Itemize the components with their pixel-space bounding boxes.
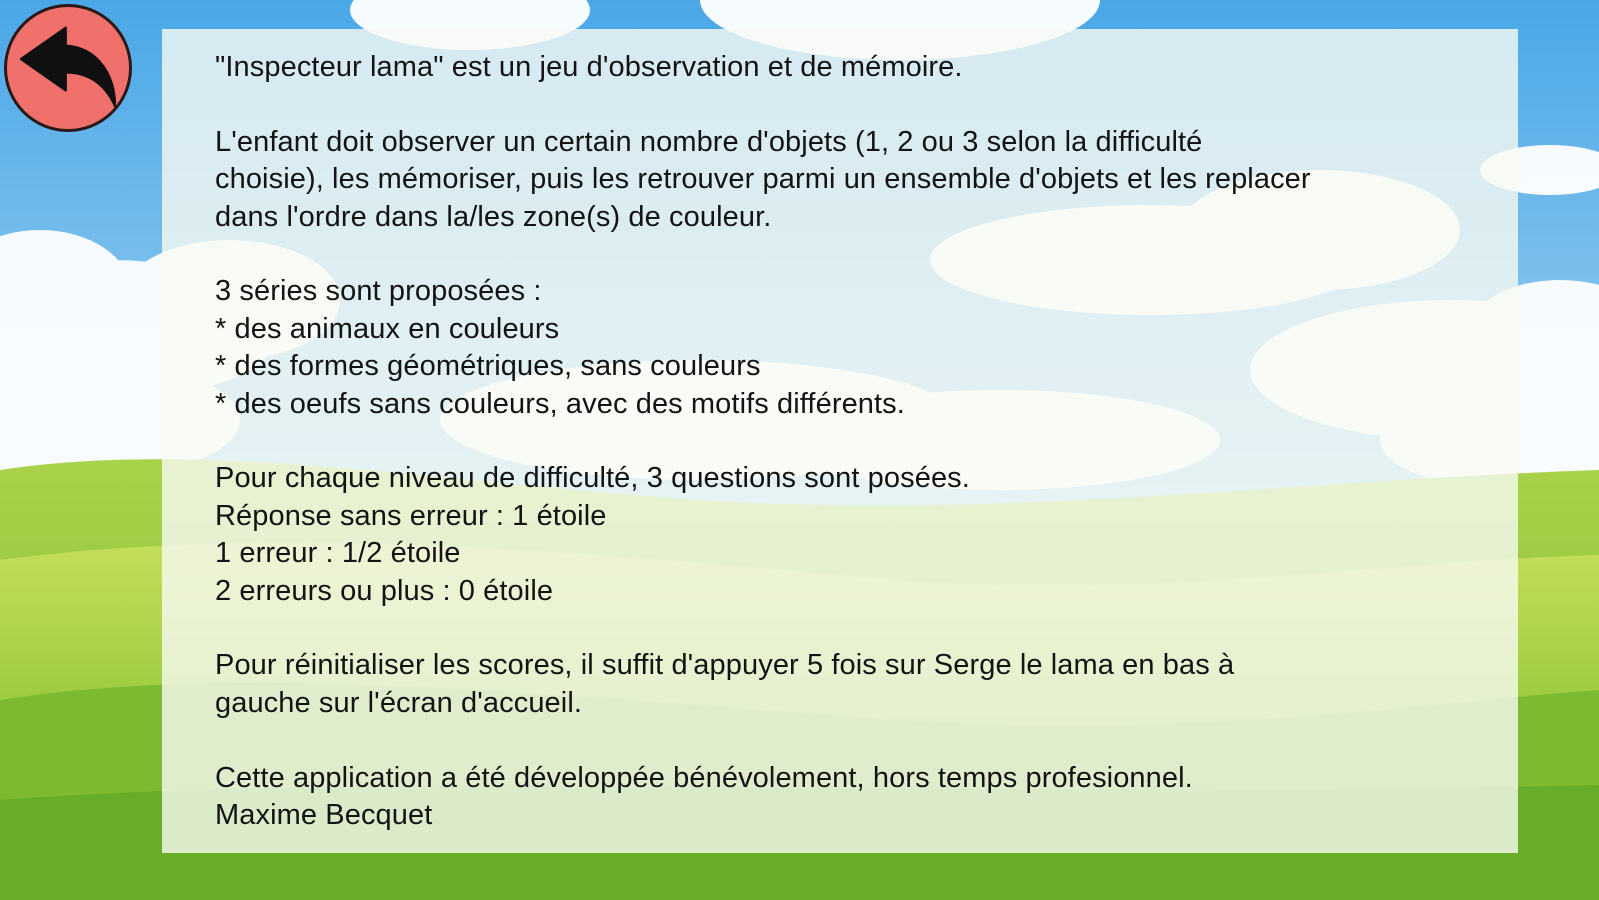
text-line: Pour réinitialiser les scores, il suffit d'appuyer 5 fois sur Serge le lama en bas à bbox=[215, 649, 1235, 682]
paragraph-reset bbox=[215, 647, 1505, 722]
paragraph-gameplay bbox=[215, 124, 1505, 236]
back-arrow-icon bbox=[12, 12, 124, 124]
text-line: choisie), les mémoriser, puis les retrouver parmi un ensemble d'objets et les replacer bbox=[215, 163, 1311, 196]
text-line: Réponse sans erreur : 1 étoile bbox=[215, 499, 607, 532]
info-panel bbox=[162, 29, 1518, 853]
text-line: 3 séries sont proposées : bbox=[215, 275, 542, 308]
paragraph-credits bbox=[215, 760, 1505, 835]
paragraph-intro bbox=[215, 49, 1505, 86]
text-line: * des oeufs sans couleurs, avec des motifs différents. bbox=[215, 387, 905, 420]
text-line: dans l'ordre dans la/les zone(s) de couleur. bbox=[215, 200, 772, 233]
paragraph-series bbox=[215, 273, 1505, 423]
text-line: * des animaux en couleurs bbox=[215, 312, 560, 345]
text-line: * des formes géométriques, sans couleurs bbox=[215, 350, 761, 383]
author-name: Maxime Becquet bbox=[215, 799, 433, 832]
paragraph-scoring bbox=[215, 460, 1505, 610]
info-text bbox=[215, 49, 1505, 834]
text-line: 1 erreur : 1/2 étoile bbox=[215, 537, 461, 570]
text-line: Cette application a été développée bénévolement, hors temps profesionnel. bbox=[215, 761, 1193, 794]
text-line: L'enfant doit observer un certain nombre d'objets (1, 2 ou 3 selon la difficulté bbox=[215, 125, 1203, 158]
back-button[interactable] bbox=[4, 4, 132, 132]
text-line: "Inspecteur lama" est un jeu d'observation et de mémoire. bbox=[215, 51, 963, 83]
text-line: 2 erreurs ou plus : 0 étoile bbox=[215, 574, 554, 607]
text-line: Pour chaque niveau de difficulté, 3 questions sont posées. bbox=[215, 462, 970, 495]
text-line: gauche sur l'écran d'accueil. bbox=[215, 686, 583, 719]
